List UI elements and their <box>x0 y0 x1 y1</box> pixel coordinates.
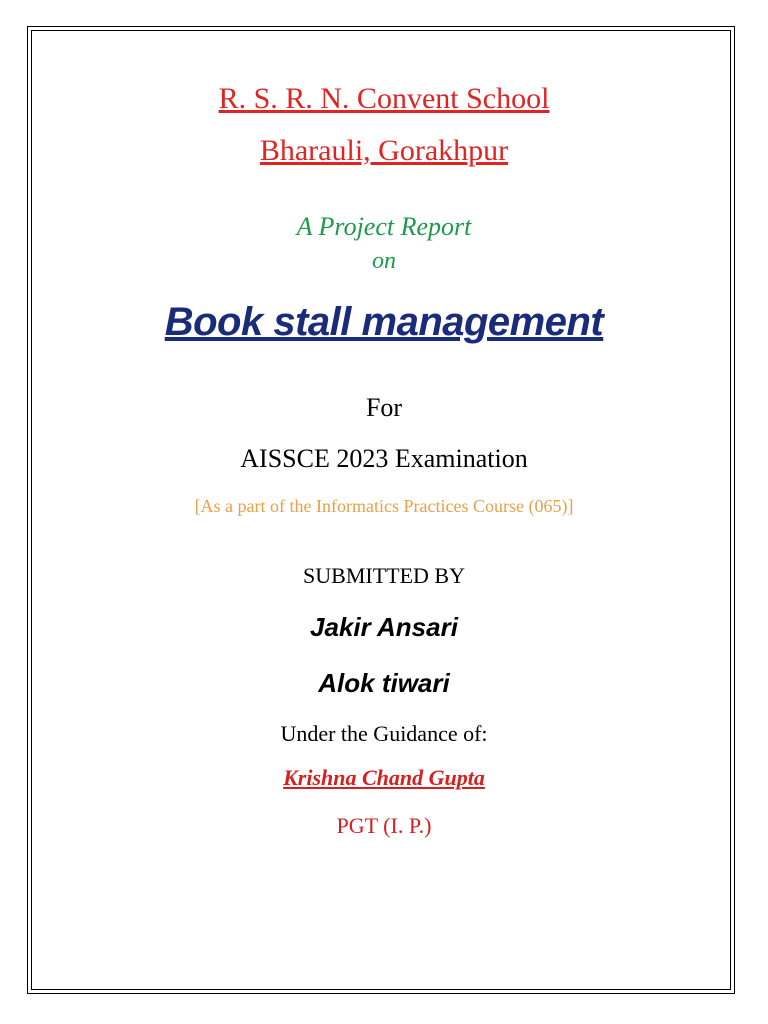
submitted-by-label: SUBMITTED BY <box>303 563 465 588</box>
guide-title: PGT (I. P.) <box>336 813 432 838</box>
report-on-label: on <box>372 248 396 274</box>
exam-name: AISSCE 2023 Examination <box>240 444 528 473</box>
report-label: A Project Report <box>296 212 472 241</box>
guidance-label: Under the Guidance of: <box>280 721 488 746</box>
student-name: Alok tiwari <box>318 668 450 698</box>
for-label: For <box>365 393 403 422</box>
student-name: Jakir Ansari <box>310 612 458 642</box>
course-note: [As a part of the Informatics Practices Course (065)] <box>194 496 574 516</box>
project-title: Book stall management <box>164 300 604 344</box>
guide-name: Krishna Chand Gupta <box>283 765 485 790</box>
school-location: Bharauli, Gorakhpur <box>259 134 509 167</box>
school-name: R. S. R. N. Convent School <box>218 82 550 115</box>
